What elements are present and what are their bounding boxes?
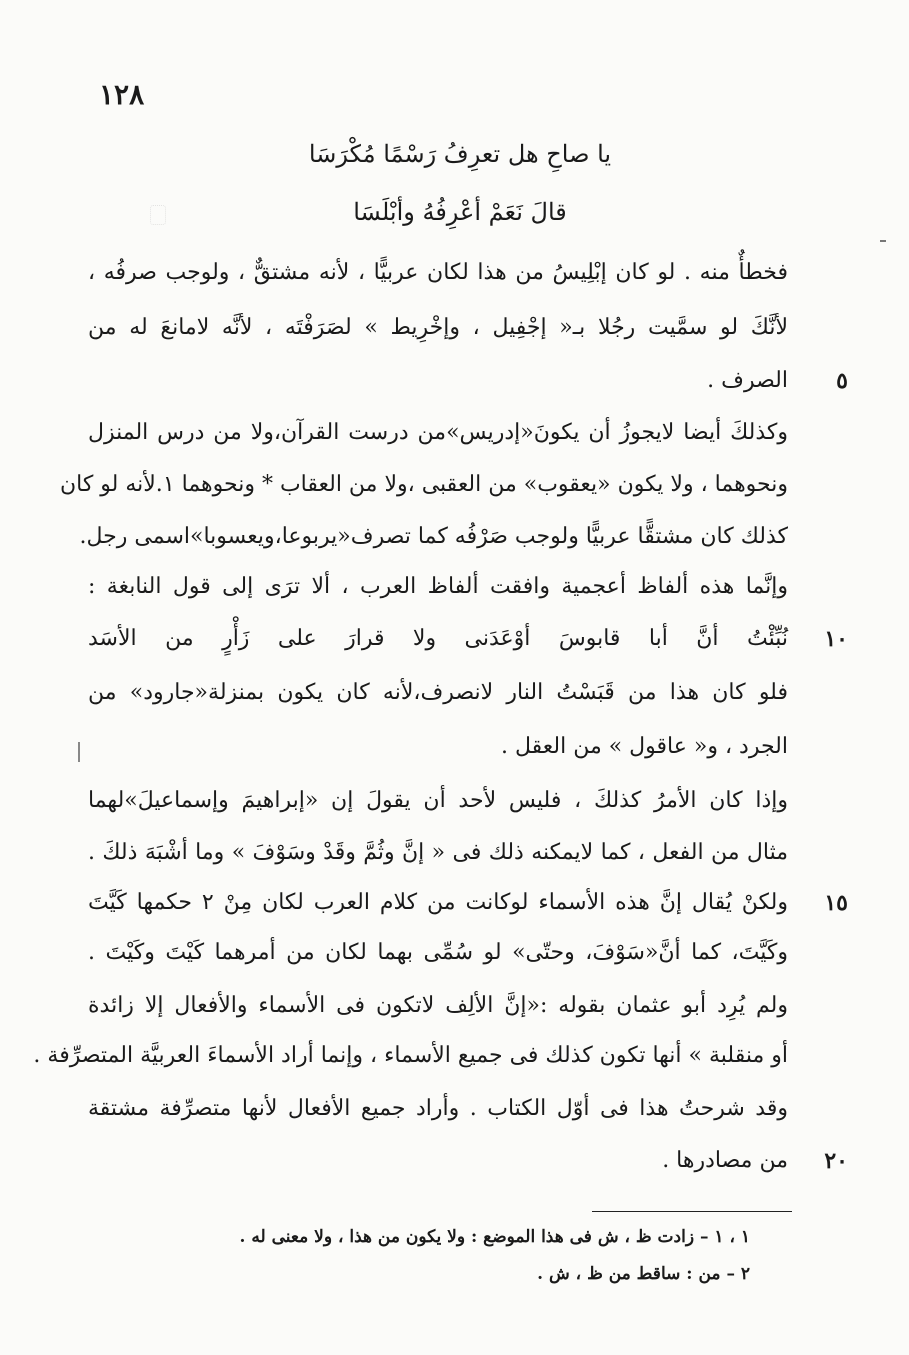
line-number-5: ٥ (836, 368, 848, 394)
text-line: وإذا كان الأمرُ كذلكَ ، فليس لأحد أن يقولَ إن «إبراهيمَ وإسماعيلَ»لهما (88, 788, 788, 813)
line-number-20: ٢٠ (824, 1148, 848, 1174)
text-line: لأنَّكَ لو سمَّيت رجُلا بـ« إجْفِيل ، وإخْرِيط » لصَرَفْتَه ، لأنَّه لامانعَ له من (88, 315, 788, 340)
text-line: كذلك كان مشتقًّا عربيًّا ولوجب صَرْفُه كما تصرف«يربوعا،ويعسوبا»اسمى رجل. (79, 524, 788, 549)
text-line: مثال من الفعل ، كما لايمكنه ذلك فى « إنَّ وثُمَّ وقَدْ وسَوْفَ » وما أشْبَهَ ذلكَ . (88, 840, 788, 865)
text-line: وإنَّما هذه ألفاظ أعجمية وافقت ألفاظ العرب ، ألا ترَى إلى قول النابغة : (88, 574, 788, 599)
page-number: ١٢٨ (99, 78, 145, 111)
footnote-2: ٢ – من : ساقط من ظ ، ش . (537, 1264, 750, 1284)
text-line: من مصادرها . (662, 1148, 788, 1173)
text-line: الجرد ، و« عاقول » من العقل . (501, 734, 788, 759)
text-line: ونحوهما ، ولا يكون «يعقوب» من العقبى ،ولا من العقاب * ونحوهما ١.لأنه لو كان (59, 472, 788, 497)
line-number-10: ١٠ (824, 626, 848, 652)
text-line: أو منقلبة » أنها تكون كذلك فى جميع الأسماء ، وإنما أراد الأسماءَ العربيَّة المتصرِّفة . (33, 1043, 788, 1068)
margin-mark (78, 742, 80, 762)
text-line: وكذلكَ أيضا لايجوزُ أن يكونَ«إدريس»من درست القرآن،ولا من درس المنزل (88, 420, 788, 445)
text-line: ولم يُرِد أبو عثمان بقوله :«إنَّ الألِف لاتكون فى الأسماء والأفعال إلا زائدة (88, 993, 788, 1018)
verse-line-2: قالَ نَعَمْ أعْرِفُهُ وأبْلَسَا (353, 198, 567, 226)
text-line: الصرف . (707, 368, 788, 393)
text-line: وكَيَّتَ، كما أنَّ«سَوْفَ، وحتّى» لو سُمِّى بهما لكان من أمرهما كَيْتَ وكَيْتَ . (88, 940, 788, 965)
text-line: فلو كان هذا من قَبَسْتُ النار لانصرف،لأنه كان يكون بمنزلة«جارود» من (88, 680, 788, 705)
paper-speck (150, 205, 166, 225)
line-number-15: ١٥ (824, 890, 848, 916)
margin-tick (880, 240, 886, 242)
text-line: وقد شرحتُ هذا فى أوّل الكتاب . وأراد جميع الأفعال لأنها متصرِّفة مشتقة (88, 1096, 788, 1121)
verse-line-1: يا صاحِ هل تعرِفُ رَسْمًا مُكْرَسَا (308, 140, 612, 168)
footnote-rule (592, 1211, 792, 1212)
footnote-1: ١ ، ١ – زادت ظ ، ش فى هذا الموضع : ولا يكون من هذا ، ولا معنى له . (239, 1227, 750, 1247)
text-line: نُبِّئْتُ أنَّ أبا قابوسَ أوْعَدَنى ولا قرارَ على زَأْرٍ من الأسَد (88, 626, 788, 651)
text-line: فخطأٌ منه . لو كان إبْلِيسُ من هذا لكان عربيًّا ، لأنه مشتقٌّ ، ولوجب صرفُه ، (88, 260, 788, 285)
text-line: ولكنْ يُقال إنَّ هذه الأسماء لوكانت من كلام العرب لكان مِنْ ٢ حكمها كَيَّتَ (88, 890, 789, 915)
